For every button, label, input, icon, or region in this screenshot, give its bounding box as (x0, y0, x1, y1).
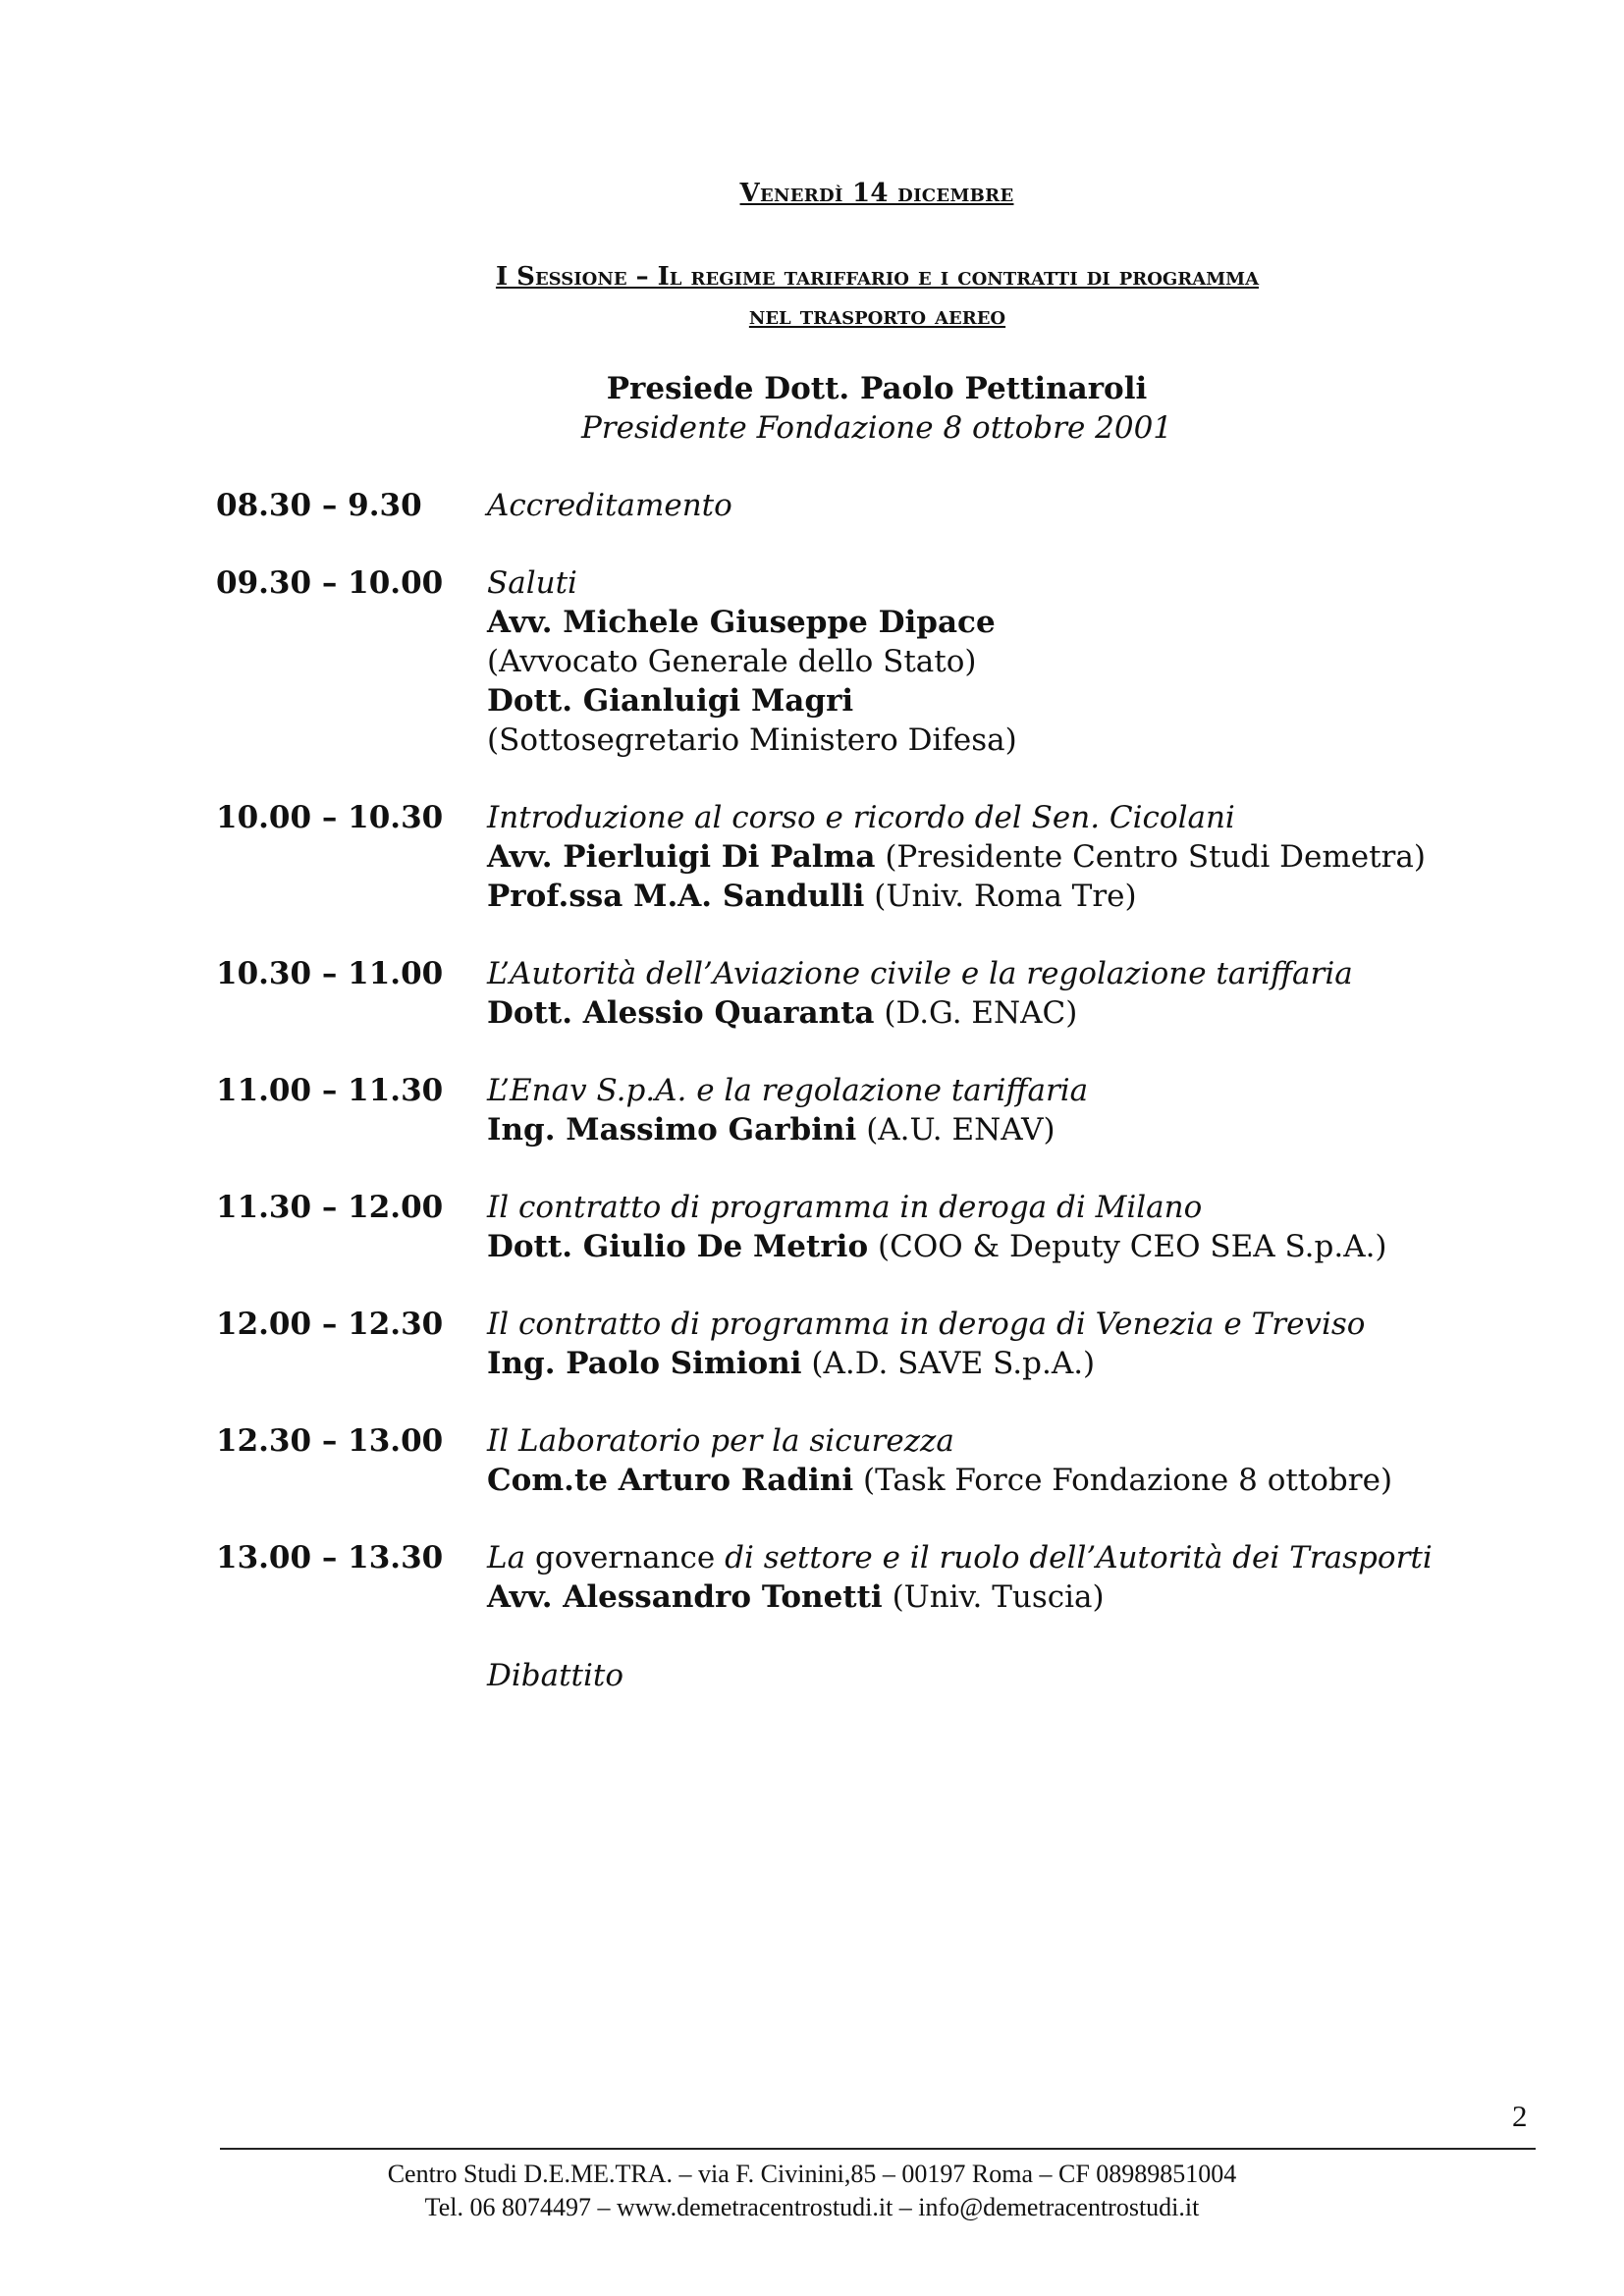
speaker-name: Dott. Alessio Quaranta (487, 995, 875, 1031)
footer-contacts: Tel. 06 8074497 – www.demetracentrostudi.it – info@demetracentrostudi.it (424, 2193, 1200, 2221)
slot-time: 13.00 – 13.30 (216, 1540, 444, 1575)
schedule-slot (216, 1071, 1532, 1149)
page-number: 2 (1512, 2099, 1528, 2133)
slot-time: 08.30 – 9.30 (216, 488, 422, 523)
slot-content (487, 563, 1532, 760)
slot-content (487, 1538, 1532, 1695)
schedule-slot (216, 1188, 1532, 1266)
schedule-slot (216, 563, 1532, 760)
slot-topic: Il Laboratorio per la sicurezza (487, 1423, 954, 1459)
chair-role: Presidente Fondazione 8 ottobre 2001 (580, 410, 1173, 446)
speaker-name: Ing. Massimo Garbini (487, 1112, 857, 1148)
slot-extra: Dibattito (487, 1658, 624, 1693)
schedule-slot (216, 486, 1532, 525)
speaker-name: Com.te Arturo Radini (487, 1463, 854, 1498)
slot-time: 11.00 – 11.30 (216, 1073, 444, 1108)
slot-time: 09.30 – 10.00 (216, 565, 444, 601)
footer (0, 2158, 1624, 2224)
schedule-slot (216, 1421, 1532, 1500)
speaker-role: (Task Force Fondazione 8 ottobre) (863, 1463, 1393, 1498)
speaker-role: (Sottosegretario Ministero Difesa) (487, 722, 1017, 758)
slot-topic: L’Autorità dell’Aviazione civile e la regolazione tariffaria (487, 956, 1353, 991)
slot-topic-part: La (487, 1540, 526, 1575)
slot-topic-part: governance (534, 1540, 716, 1575)
speaker-name: Avv. Alessandro Tonetti (487, 1579, 883, 1615)
speaker-role: (Presidente Centro Studi Demetra) (885, 839, 1426, 875)
slot-time: 12.00 – 12.30 (216, 1307, 444, 1342)
speaker-role: (COO & Deputy CEO SEA S.p.A.) (878, 1229, 1387, 1264)
session-title (363, 257, 1391, 336)
schedule (216, 486, 1532, 1734)
slot-topic: L’Enav S.p.A. e la regolazione tariffaria (487, 1073, 1089, 1108)
session-title-line-2: nel trasporto aereo (748, 301, 1006, 331)
slot-topic: Saluti (487, 565, 577, 601)
day-title: Venerdì 14 dicembre (739, 179, 1014, 208)
speaker-line (487, 993, 1532, 1033)
slot-time: 12.30 – 13.00 (216, 1423, 444, 1459)
speaker-name: Prof.ssa M.A. Sandulli (487, 879, 865, 914)
speaker-line (487, 1344, 1532, 1383)
chair-name: Presiede Dott. Paolo Pettinaroli (606, 371, 1148, 406)
speaker-name: Avv. Michele Giuseppe Dipace (487, 605, 996, 640)
slot-time: 10.00 – 10.30 (216, 800, 444, 835)
speaker-line (487, 1110, 1532, 1149)
speaker-line (487, 837, 1532, 877)
schedule-slot (216, 1305, 1532, 1383)
slot-topic: Accreditamento (487, 488, 732, 523)
spacer (487, 1617, 1532, 1656)
footer-divider (220, 2148, 1536, 2150)
speaker-role: (Avvocato Generale dello Stato) (487, 644, 977, 679)
speaker-name: Ing. Paolo Simioni (487, 1346, 802, 1381)
slot-topic: Il contratto di programma in deroga di Venezia e Treviso (487, 1307, 1366, 1342)
session-title-line-1: I Sessione – Il regime tariffario e i contratti di programma (495, 262, 1260, 292)
slot-content (487, 486, 1532, 525)
speaker-line (487, 1227, 1532, 1266)
slot-content (487, 954, 1532, 1033)
slot-topic: Il contratto di programma in deroga di Milano (487, 1190, 1203, 1225)
speaker-name: Dott. Gianluigi Magri (487, 683, 854, 719)
schedule-slot (216, 798, 1532, 916)
speaker-line (487, 1577, 1532, 1617)
speaker-role: (A.D. SAVE S.p.A.) (811, 1346, 1096, 1381)
schedule-slot (216, 954, 1532, 1033)
speaker-role: (Univ. Roma Tre) (874, 879, 1137, 914)
speaker-role: (D.G. ENAC) (884, 995, 1078, 1031)
slot-content (487, 1071, 1532, 1149)
slot-topic (487, 1538, 1532, 1577)
slot-content (487, 1421, 1532, 1500)
slot-content (487, 1188, 1532, 1266)
session-chair (0, 369, 1624, 448)
slot-time: 11.30 – 12.00 (216, 1190, 444, 1225)
speaker-line (487, 1461, 1532, 1500)
slot-topic-part: di settore e il ruolo dell’Autorità dei Trasporti (725, 1540, 1433, 1575)
slot-content (487, 798, 1532, 916)
speaker-name: Avv. Pierluigi Di Palma (487, 839, 876, 875)
slot-content (487, 1305, 1532, 1383)
footer-address: Centro Studi D.E.ME.TRA. – via F. Civinini,85 – 00197 Roma – CF 08989851004 (387, 2160, 1237, 2188)
schedule-slot (216, 1538, 1532, 1695)
slot-time: 10.30 – 11.00 (216, 956, 444, 991)
speaker-role: (Univ. Tuscia) (892, 1579, 1105, 1615)
slot-topic: Introduzione al corso e ricordo del Sen. Cicolani (487, 800, 1235, 835)
speaker-role: (A.U. ENAV) (866, 1112, 1056, 1148)
speaker-name: Dott. Giulio De Metrio (487, 1229, 869, 1264)
speaker-line (487, 877, 1532, 916)
